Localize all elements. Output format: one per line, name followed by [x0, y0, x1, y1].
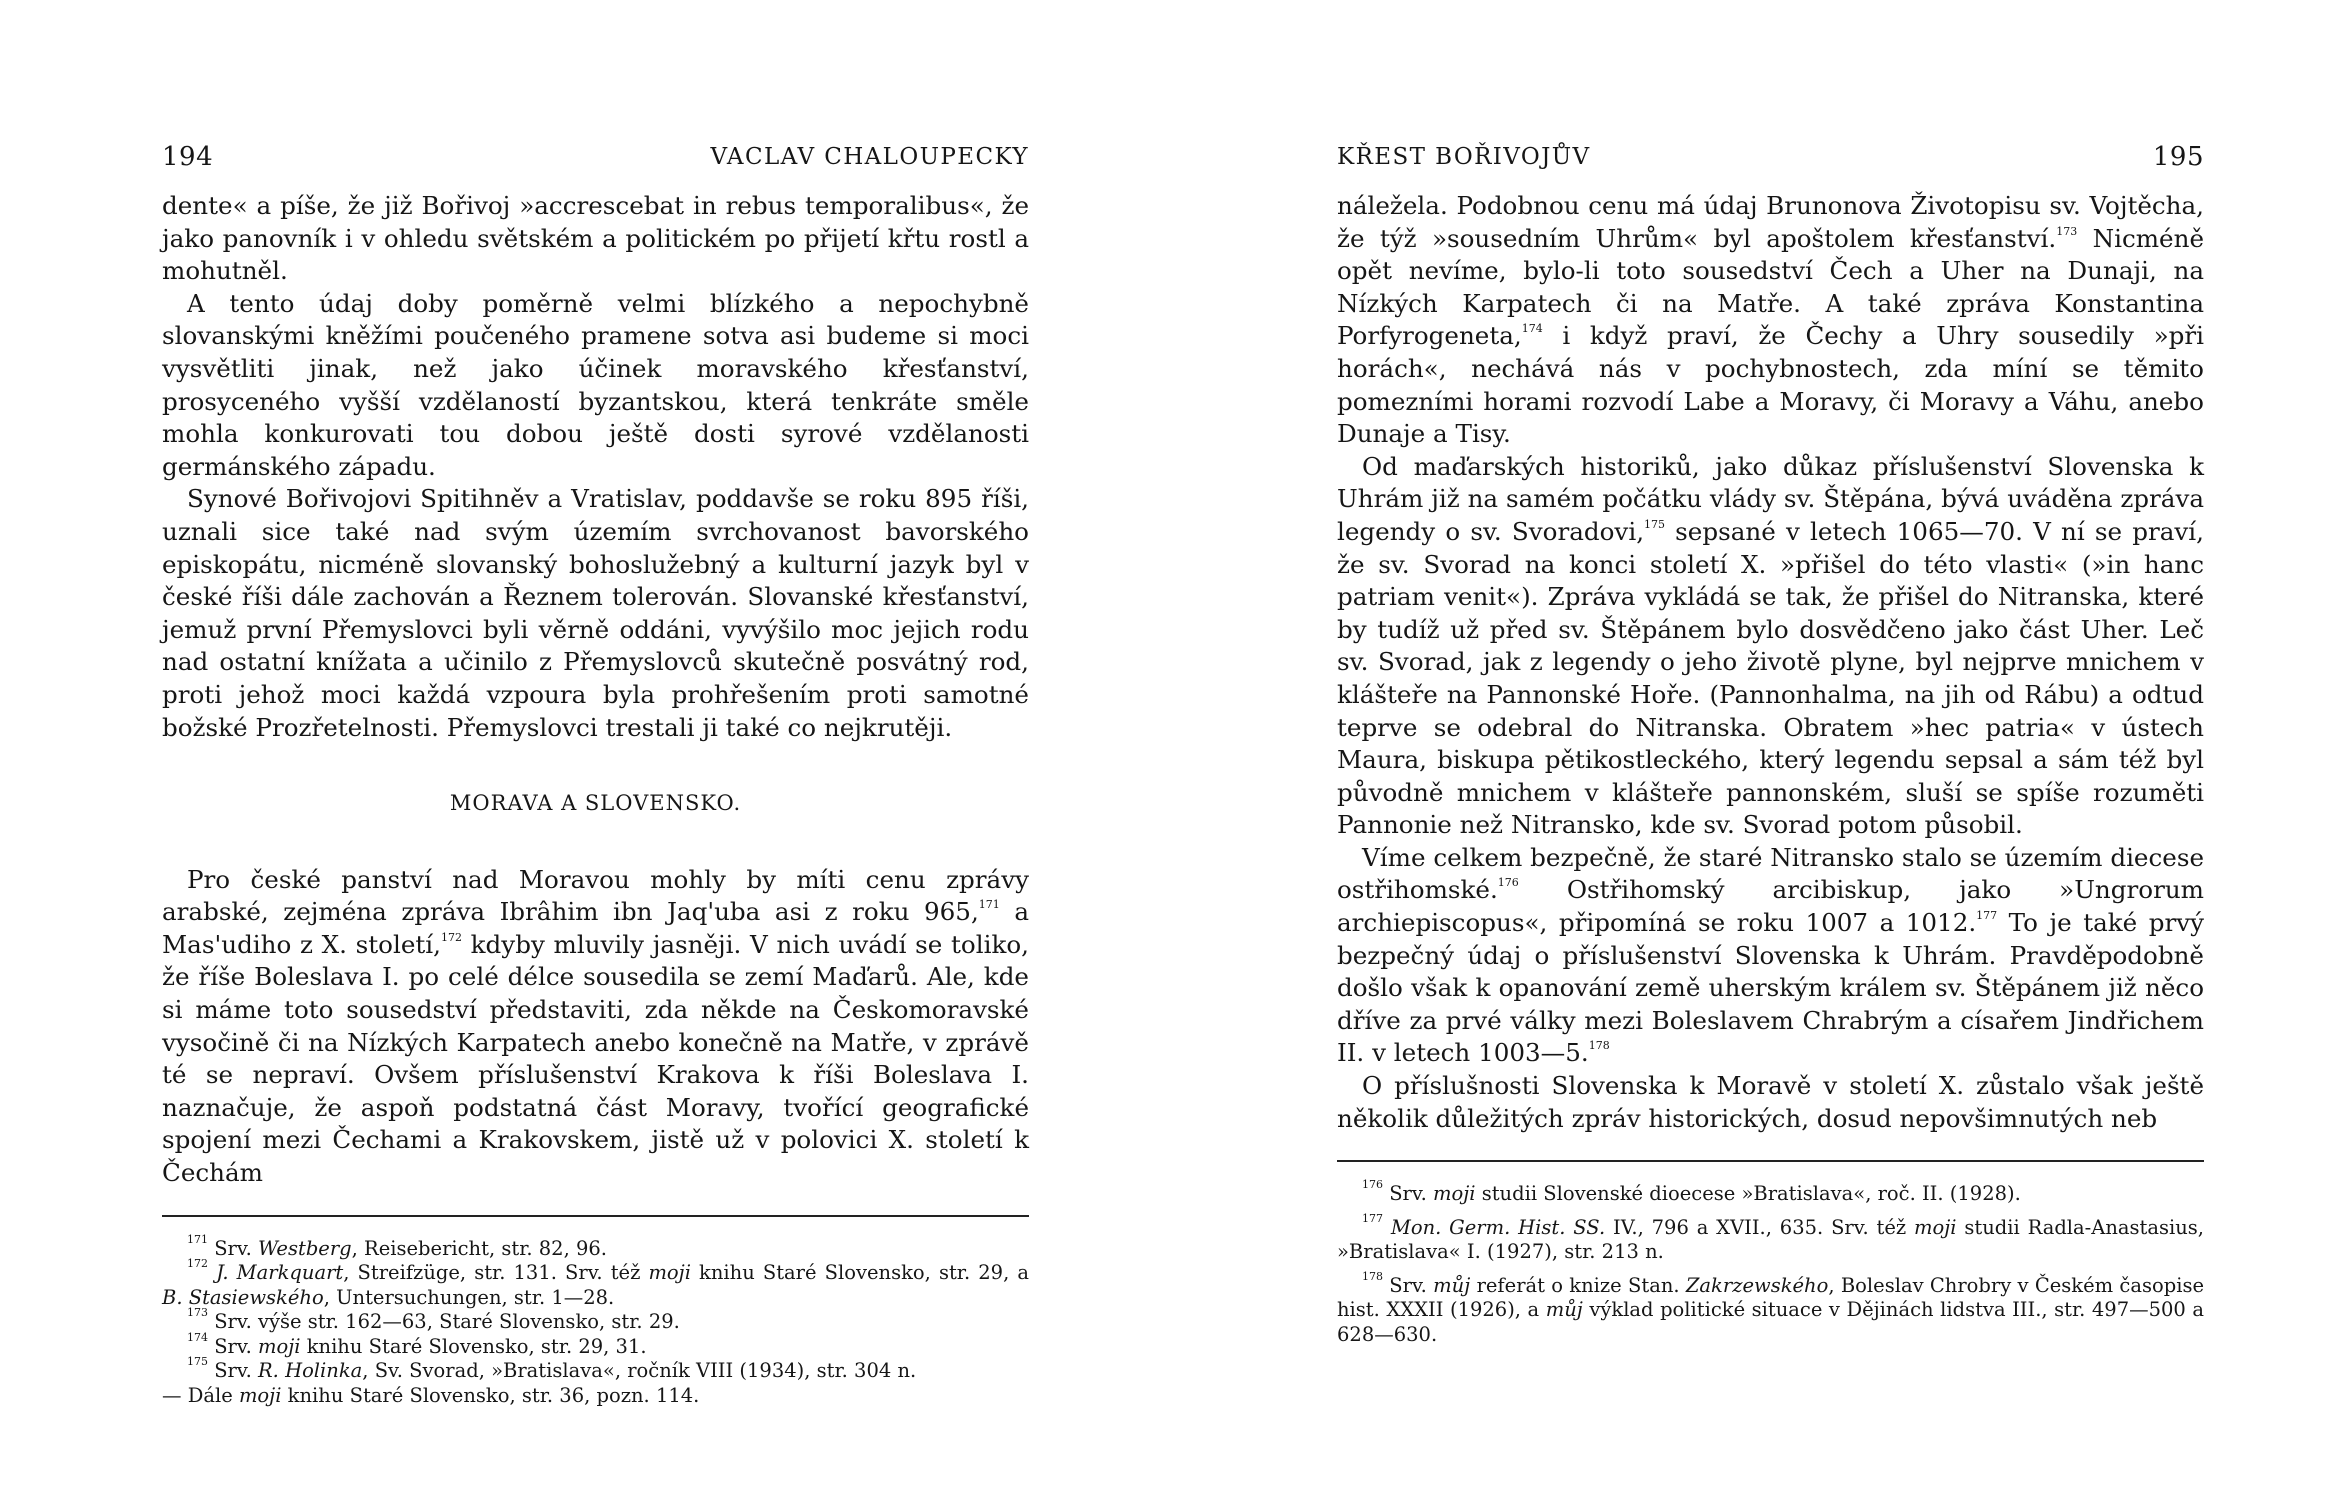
- text-run: moji: [238, 1383, 282, 1407]
- right-paragraph-1: [1337, 190, 2204, 451]
- footnote-number: 175: [187, 1355, 208, 1369]
- text-run: Mon. Germ. Hist. SS.: [1390, 1215, 1606, 1239]
- text-run: Srv.: [1383, 1273, 1434, 1297]
- right-paragraph-2: [1337, 451, 2204, 842]
- text-run: Westberg: [257, 1236, 352, 1260]
- text-run: Od maďarských historiků, jako důkaz příslušenství Slovenska k Uhrám již na samém počátku vlády sv. Štěpána, bývá uváděna zpráva legendy o sv. Svoradovi,: [1337, 451, 2204, 546]
- footnote-ref: 177: [1976, 909, 1998, 923]
- footnote-ref: 173: [2056, 224, 2078, 238]
- right-running-title: KŘEST BOŘIVOJŮV: [1337, 144, 1591, 170]
- text-run: kdyby mluvily jasněji. V nich uvádí se toliko, že říše Boleslava I. po celé délce sousedila se zemí Maďarů. Ale, kde si máme toto sousedství představiti, zda někde na Českomoravské vysočině či na Nízkých Karpatech anebo konečně na Matře, v zprávě té se nepraví. Ovšem příslušenství Krakova k říši Boleslava I. naznačuje, že aspoň podstatná část Moravy, tvořící geografické spojení mezi Čechami a Krakovskem, jistě už v polovici X. století k Čechám: [162, 929, 1029, 1188]
- text-run: , Untersuchungen, str. 1—28.: [323, 1285, 615, 1309]
- text-run: moji: [648, 1261, 691, 1285]
- footnote-number: 178: [1362, 1269, 1383, 1283]
- text-run: Srv.: [208, 1236, 258, 1260]
- text-run: Pro české panství nad Moravou mohly by míti cenu zprávy arabské, zejména zpráva Ibrâhim ibn Jaq'uba asi z roku 965,: [162, 864, 1029, 927]
- text-run: můj: [1433, 1273, 1471, 1297]
- text-run: moji: [257, 1334, 301, 1358]
- left-page-body: [162, 190, 1029, 1190]
- left-paragraph-3: Synové Bořivojovi Spitihněv a Vratislav, poddavše se roku 895 říši, uznali sice také nad svým územím svrchovanost bavorského episkopátu, nicméně slovanský bohoslužebný a kulturní jazyk byl v české říši dále zachován a Řeznem tolerován. Slovanské křesťanství, jemuž první Přemyslovci byli věrně oddáni, vyvýšilo moc jejich rodu nad ostatní knížata a učinilo z Přemyslovců skutečně posvátný rod, proti jehož moci každá vzpoura byla prohřešením proti samotné božské Prozřetelnosti. Přemyslovci trestali ji také co nejkrutěji.: [162, 484, 1029, 742]
- footnote-number: 176: [1362, 1178, 1383, 1192]
- text-run: i když praví, že Čechy a Uhry sousedily »při horách«, nechává nás v pochybnostech, zda míní se těmito pomezními horami rozvodí Labe a Moravy, či Moravy a Váhu, anebo Dunaje a Tisy.: [1337, 321, 2204, 449]
- text-run: Nicméně opět nevíme, bylo-li toto sousedství Čech a Uher na Dunaji, na Nízkých Karpatech či na Matře. A také zpráva Konstantina Porfyrogeneta,: [1337, 223, 2204, 351]
- text-run: Srv.: [208, 1359, 258, 1383]
- text-run: knihu Staré Slovensko, str. 29, 31.: [300, 1334, 647, 1358]
- right-page: [1337, 138, 2204, 1356]
- text-run: moji: [1432, 1182, 1476, 1206]
- right-page-header: [1337, 138, 2204, 178]
- text-run: sepsané v letech 1065—70. V ní se praví, že sv. Svorad na konci století X. »přišel do této vlasti« (»in hanc patriam venit«). Zpráva vykládá se tak, že přišel do Nitranska, které by tudíž už před sv. Štěpánem bylo dosvědčeno jako část Uher. Leč sv. Svorad, jak z legendy o jeho životě plyne, byl nejprve mnichem v klášteře na Pannonské Hoře. (Pannonhalma, na jih od Rábu) a odtud teprve se odebral do Nitranska. Obratem »hec patria« v ústech Maura, biskupa pětikostleckého, který legendu sepsal a sám též byl původně mnichem v klášteře pannonském, sluší se spíše rozuměti Pannonie než Nitransko, kde sv. Svorad potom působil.: [1337, 516, 2204, 840]
- footnote: [162, 1257, 1029, 1310]
- text-run: , Reisebericht, str. 82, 96.: [351, 1236, 607, 1260]
- section-title: MORAVA A SLOVENSKO.: [449, 791, 742, 816]
- text-run: , Boleslav Chrobry v Českém časopise hist. XXXII (1926), a: [1337, 1273, 2204, 1322]
- left-running-title: VACLAV CHALOUPECKY: [710, 144, 1029, 170]
- text-run: J. Markquart: [216, 1261, 344, 1285]
- left-paragraph-2: A tento údaj doby poměrně velmi blízkého a nepochybně slovanskými kněžími poučeného pramene sotva asi budeme si moci vysvětliti jinak, než jako účinek moravského křesťanství, prosyceného vyšší vzdělaností byzantskou, která tenkráte směle mohla konkurovati tou dobou ještě dosti syrové vzdělanosti germánského západu.: [162, 288, 1029, 481]
- text-run: studii Slovenské dioecese »Bratislava«, roč. II. (1928).: [1475, 1182, 2021, 1206]
- footnote: [1337, 1178, 2204, 1207]
- left-footnotes: [162, 1232, 1029, 1409]
- footnote-ref: 171: [978, 898, 1000, 912]
- text-run: [208, 1261, 216, 1284]
- text-run: — Dále: [162, 1383, 239, 1407]
- footnote: [162, 1306, 1029, 1335]
- left-paragraph-1: dente« a píše, že již Bořivoj »accrescebat in rebus temporalibus«, že jako panovník i v ohledu světském a politickém po přijetí křtu rostl a mohutněl.: [162, 191, 1029, 286]
- text-run: IV., 796 a XVII., 635. Srv. též: [1605, 1215, 1914, 1239]
- text-run: Srv.: [1383, 1182, 1433, 1206]
- right-footnotes: [1337, 1178, 2205, 1347]
- footnote-continuation: [162, 1384, 1029, 1409]
- left-page-number: 194: [162, 142, 214, 172]
- text-run: studii Radla-Anastasius, »Bratislava« I. (1927), str. 213 n.: [1337, 1215, 2205, 1264]
- text-run: náležela. Podobnou cenu má údaj Brunonova Životopisu sv. Vojtěcha, že týž »sousedním Uhrům« byl apoštolem křesťanství.: [1337, 191, 2204, 253]
- text-run: Zakrzewského: [1685, 1273, 1829, 1297]
- footnote: [162, 1232, 1029, 1262]
- right-page-body: [1337, 190, 2204, 1135]
- text-run: a Mas'udiho z X. století,: [162, 897, 1029, 959]
- text-run: , Streifzüge, str. 131. Srv. též: [343, 1261, 649, 1285]
- text-run: referát o knize Stan.: [1470, 1273, 1686, 1297]
- footnote-ref: 176: [1497, 876, 1519, 890]
- text-run: Srv.: [208, 1334, 258, 1358]
- text-run: můj: [1545, 1298, 1583, 1322]
- text-run: Víme celkem bezpečně, že staré Nitransko stalo se územím diecese ostřihomské.: [1337, 842, 2204, 905]
- left-page-header: [162, 138, 1029, 178]
- footnote-divider: [1337, 1160, 2204, 1162]
- left-paragraph-4: [162, 864, 1029, 1190]
- footnote: [1337, 1211, 2205, 1265]
- footnote: [162, 1330, 1029, 1360]
- footnote-number: 174: [187, 1330, 208, 1344]
- footnote-ref: 175: [1644, 517, 1666, 531]
- footnote-ref: 174: [1521, 322, 1543, 336]
- footnote-ref: 172: [440, 930, 462, 944]
- footnote-number: 171: [187, 1232, 208, 1246]
- text-run: Ostřihomský arcibiskup, jako »Ungrorum archiepiscopus«, připomíná se roku 1007 a 1012.: [1337, 875, 2204, 938]
- right-paragraph-4: O příslušnosti Slovenska k Moravě v století X. zůstalo však ještě několik důležitých zpráv historických, dosud nepovšimnutých neb: [1337, 1071, 2204, 1133]
- text-run: To je také prvý bezpečný údaj o příslušenství Slovenska k Uhrám. Pravděpodobně došlo však k opanování země uherským králem sv. Štěpánem již něco dříve za prvé války mezi Boleslavem Chrabrým a císařem Jindřichem II. v letech 1003—5.: [1337, 908, 2205, 1068]
- text-run: [1383, 1216, 1391, 1239]
- text-run: R. Holinka: [257, 1359, 363, 1383]
- text-run: moji: [1914, 1215, 1957, 1239]
- text-run: Srv. výše str. 162—63, Staré Slovensko, str. 29.: [208, 1310, 680, 1334]
- footnote-number: 173: [187, 1306, 208, 1320]
- right-paragraph-3: [1337, 842, 2204, 1070]
- footnote-ref: 178: [1588, 1039, 1610, 1053]
- footnote: [1337, 1269, 2204, 1348]
- footnote-number: 172: [187, 1257, 208, 1271]
- text-run: B. Stasiewského: [162, 1285, 324, 1309]
- text-run: výklad politické situace v Dějinách lidstva III., str. 497—500 a 628—630.: [1337, 1298, 2204, 1346]
- footnote-number: 177: [1362, 1211, 1383, 1225]
- footnote: [162, 1355, 1029, 1384]
- text-run: knihu Staré Slovensko, str. 29, a: [690, 1261, 1029, 1285]
- right-page-number: 195: [2152, 142, 2204, 172]
- text-run: , Sv. Svorad, »Bratislava«, ročník VIII (1934), str. 304 n.: [362, 1359, 917, 1383]
- footnote-divider: [162, 1215, 1029, 1217]
- left-page: [162, 138, 1029, 1408]
- text-run: knihu Staré Slovensko, str. 36, pozn. 114.: [281, 1383, 700, 1407]
